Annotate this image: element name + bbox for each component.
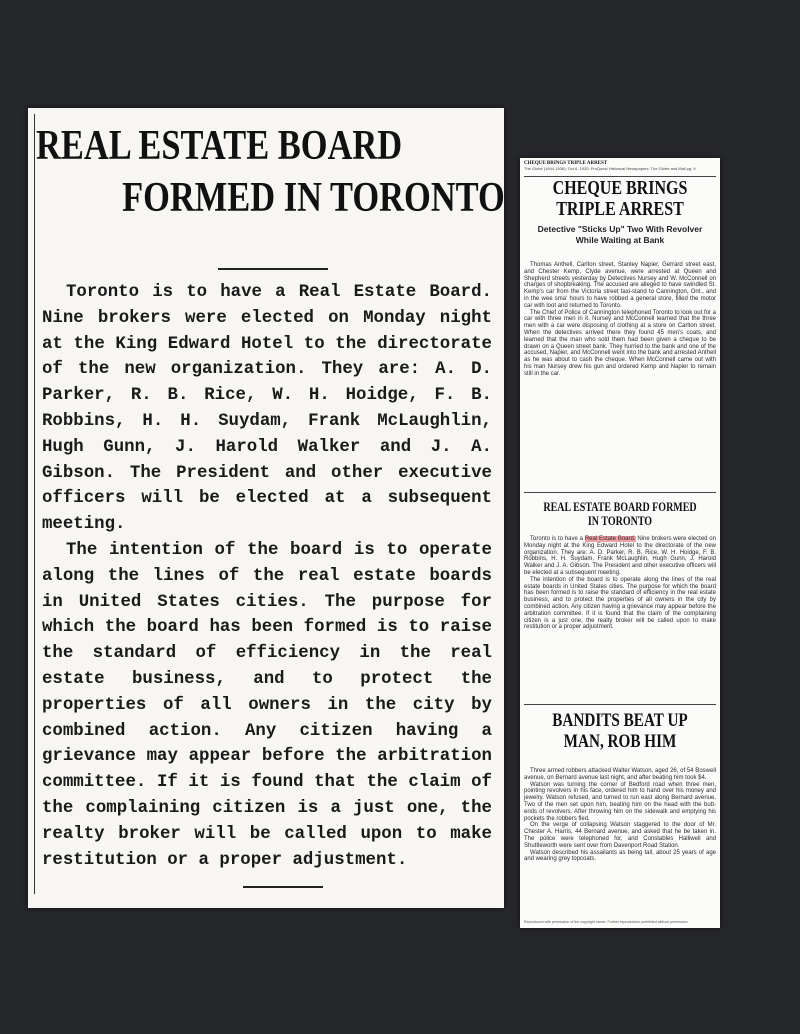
- rule-3: [524, 704, 716, 705]
- bandits-paragraph-3: On the verge of collapsing Watson staggered to the door of Mr. Chester A. Harris, 44 Bernard avenue, and asked that he be taken in. The police were telephoned for, and Constables Halliwell and Shuttleworth were sent over from Davenport Road Station.: [524, 822, 716, 849]
- main-paragraph-1: Toronto is to have a Real Estate Board. Nine brokers were elected on Monday night at the King Edward Hotel to the directorate of the new organization. They are: A. D. Parker, R. B. Rice, W. H. Hoidge, F. B. Robbins, H. H. Suydam, Frank McLaughlin, Hugh Gunn, J. Harold Walker and J. A. Gibson. The President and other executive officers will be elected at a subsequent meeting.: [42, 283, 492, 535]
- cheque-paragraph-2: The Chief of Police of Cannington telephoned Toronto to look out for a car with three men in it. Nursey and McConnell learned that the three men with a car were disposing of clothing at a store on Carlton street. When the detectives arrived there they found 45 men's coats, and learned that the man who sold them had been given a cheque to be drawn on a Queen street bank. They hurried to the bank and one of the accused, Napier, and McConnell went into the bank and arrested Anthell as he was about to cash the cheque. When McConnell came out with his man Nursey drew his gun and ordered Kemp and Napier to remain still in the car.: [524, 309, 716, 377]
- headline-separator: [218, 268, 328, 270]
- main-headline-line1: REAL ESTATE BOARD: [36, 123, 403, 169]
- real-estate-lead: Toronto is to have a: [530, 536, 583, 542]
- headline-cheque: CHEQUE BRINGS TRIPLE ARREST: [552, 177, 688, 220]
- headline-bandits: BANDITS BEAT UP MAN, ROB HIM: [552, 710, 688, 752]
- main-article-clipping: [28, 108, 504, 908]
- clipping-meta: [524, 160, 716, 171]
- main-article-body: [42, 280, 492, 873]
- bandits-paragraph-1: Three armed robbers attacked Walter Watson, aged 26, of 54 Boswell avenue, on Bernard avenue last night, and after beating him took $4.: [524, 768, 716, 781]
- end-rule: [243, 886, 323, 888]
- column-rule: [34, 114, 35, 894]
- article-real-estate-body: [524, 536, 716, 631]
- bandits-paragraph-2: Watson was turning the corner of Bedford road when three men, pointing revolvers in his face, ordered him to hand over his money and jewelry. Watson refused, and turned to run east along Bernard avenue. Two of the men set upon him, beating him on the head with the butt-ends of revolvers. After throwing him on the sidewalk and emptying his pockets the robbers fled.: [524, 781, 716, 822]
- rule-2: [524, 492, 716, 493]
- meta-source: The Globe (1844-1936); Oct 6, 1920; ProQuest Historical Newspapers: The Globe and Mail pg. 9: [524, 166, 696, 171]
- real-estate-rest: Nine brokers were elected on Monday night at the King Edward Hotel to the directorate of the new organization. They are: A. D. Parker, R. B. Rice, W. H. Hoidge, F. B. Robbins, H. H. Suydam, Frank McLaughlin, Hugh Gunn, J. Harold Walker and J. A. Gibson. The President and other executive officers will be elected at a subsequent meeting.: [524, 536, 716, 576]
- bandits-paragraph-4: Watson described his assailants as being tall, about 25 years of age and wearing grey topcoats.: [524, 849, 716, 863]
- cheque-paragraph-1: Thomas Anthell, Carlton street, Stanley Napier, Gerrard street east, and Chester Kemp, Clyde avenue, were arrested at Queen and Shepherd streets yesterday by Detectives Nursey and W. McConnell on charges of shopbreaking. The accused are alleged to have swindled St. Kemp's car from the Victoria street taxi-stand to Cannington, Ont., and in the wee sma' hours to have robbed a general store, filled the motor car with loot and returned to Toronto.: [524, 262, 716, 309]
- headline-real-estate: REAL ESTATE BOARD FORMED IN TORONTO: [543, 500, 697, 528]
- real-estate-paragraph-2: The intention of the board is to operate along the lines of the real estate boards in United States cities. The purpose for which the board has been formed is to raise the standard of efficiency in the real estate business, and to protect the properties of all owners in the city by combined action. Any citizen having a grievance may appear before the arbitration committee. If it is found that the claim of the complaining citizen is a just one, the realty broker will be called upon to make restitution or a proper adjustment.: [524, 576, 716, 631]
- deck-cheque: Detective "Sticks Up" Two With Revolver While Waiting at Bank: [537, 224, 703, 245]
- page-clipping: [520, 158, 720, 928]
- highlighted-text: Real Estate Board.: [584, 536, 636, 542]
- main-headline: [36, 120, 505, 224]
- main-paragraph-2: The intention of the board is to operate along the lines of the real estate boards in United States cities. The purpose for which the board has been formed is to raise the standard of efficiency in the real estate business, and to protect the properties of all owners in the city by combined action. Any citizen having a grievance may appear before the arbitration committee. If it is found that the claim of the complaining citizen is a just one, the realty broker will be called upon to make restitution or a proper adjustment.: [42, 540, 492, 870]
- article-cheque-body: [524, 262, 716, 378]
- main-headline-line2: FORMED IN TORONTO: [122, 175, 505, 221]
- copyright-footer: Reproduced with permission of the copyright owner. Further reproduction prohibited without permission.: [524, 920, 689, 924]
- real-estate-paragraph-1: [524, 536, 716, 577]
- article-bandits-body: [524, 768, 716, 863]
- meta-title: CHEQUE BRINGS TRIPLE ARREST: [524, 161, 608, 166]
